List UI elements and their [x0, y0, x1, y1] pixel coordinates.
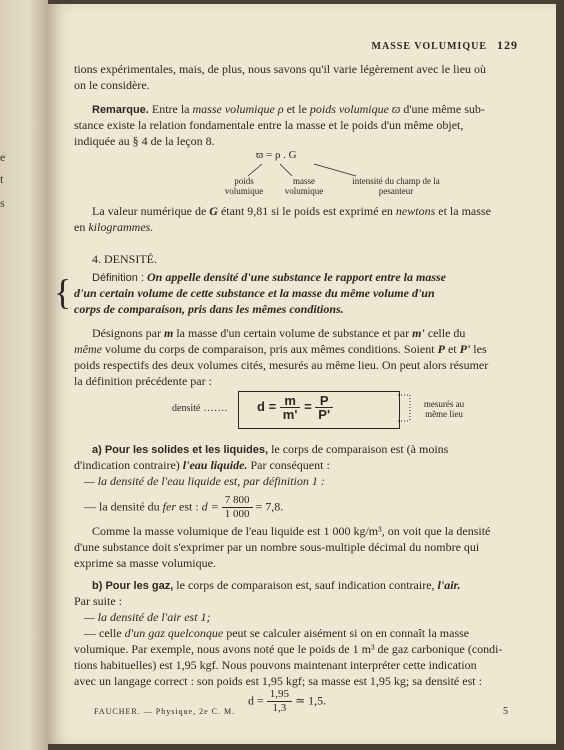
text-line: stance existe la relation fondamentale entre la masse et le poids d'un même objet,: [74, 118, 464, 132]
label-intensite: intensité du champ de la pesanteur: [352, 176, 440, 196]
g-value-line-2: en kilogrammes.: [74, 220, 154, 234]
relation-formula: ϖ = ρ . G: [256, 149, 297, 161]
text-line: tions habituelles) est 1,95 kgf. Nous pouvons maintenant interpréter cette indication: [74, 658, 477, 672]
remarque-line: Remarque. Entre la masse volumique ρ et le poids volumique ϖ d'une même sub-: [92, 102, 485, 116]
text-line: exprime sa masse volumique.: [74, 556, 216, 570]
text-line: volumique. Par exemple, nous avons noté que le poids de 1 m³ de gaz carbonique (condi-: [74, 642, 503, 656]
designons-line-1: Désignons par m la masse d'un certain volume de substance et par m' celle du: [92, 326, 466, 340]
density-formula-box: [238, 391, 400, 429]
fraction-gaz: $\frac{1,95}{1,3}$: [267, 688, 292, 715]
left-margin-fragment: s: [0, 196, 5, 210]
designons-line-2: même volume du corps de comparaison, pris aux mêmes conditions. Soient P et P' les: [74, 342, 487, 356]
label-poids-volumique: poids volumique: [224, 176, 264, 196]
text-line: tions expérimentales, mais, de plus, nous savons qu'il varie légèrement avec le lieu où: [74, 62, 487, 76]
label-masse-volumique: masse volumique: [284, 176, 324, 196]
solides-line-2: d'indication contraire) l'eau liquide. Par conséquent :: [74, 458, 330, 472]
definition-line-2: d'un certain volume de cette substance et la masse du même volume d'un: [74, 286, 435, 300]
sheet-number: 5: [503, 706, 508, 717]
text-line: indiquée au § 4 de la leçon 8.: [74, 134, 215, 148]
book-page: [48, 4, 556, 744]
gaz-line-1: b) Pour les gaz, le corps de comparaison est, sauf indication contraire, l'air.: [92, 578, 461, 592]
text-line: Par suite :: [74, 594, 122, 608]
definition-line-1: Définition : On appelle densité d'une substance le rapport entre la masse: [92, 270, 446, 284]
density-formula: d = $\frac{m}{m'}$ = $\frac{P}{P'}$: [257, 394, 333, 421]
solides-line-1: a) Pour les solides et les liquides, le corps de comparaison est (à moins: [92, 442, 449, 456]
page-header: [372, 38, 518, 53]
gaz-dash-2: — celle d'un gaz quelconque peut se calculer aisément si on en connaît la masse: [84, 626, 470, 640]
text-line: on le considère.: [74, 78, 150, 92]
left-margin-fragment: t: [0, 172, 4, 186]
solides-dash-1: — la densité de l'eau liquide est, par définition 1 :: [84, 474, 325, 488]
left-margin-fragment: e: [0, 150, 6, 164]
box-left-label: densité .......: [172, 403, 229, 414]
g-value-line: La valeur numérique de G étant 9,81 si le poids est exprimé en newtons et la masse: [92, 204, 491, 218]
solides-dash-2: — la densité du fer est : d = $\frac{7 800}{1 000}$ = 7,8.: [84, 494, 284, 520]
left-page-edge: [0, 0, 48, 750]
gaz-fraction-line: d = $\frac{1,95}{1,3}$ ≃ 1,5.: [248, 688, 327, 714]
remarque-label: Remarque.: [92, 104, 149, 116]
gaz-dash-1: — la densité de l'air est 1;: [84, 610, 211, 624]
text-line: poids respectifs des deux volumes cités, mesurés au même lieu. On peut alors résumer: [74, 358, 489, 372]
definition-brace: {: [54, 272, 72, 312]
page-number: 129: [497, 38, 518, 52]
box-right-label: mesurés au même lieu: [423, 399, 465, 419]
page-footer: FAUCHER. — Physique, 2e C. M.: [94, 707, 236, 716]
text-line: avec un langage correct : son poids est 1,95 kgf; sa masse est 1,95 kg; sa densité est :: [74, 674, 482, 688]
text-line: d'une substance doit s'exprimer par un nombre sous-multiple décimal du nombre qui: [74, 540, 480, 554]
fraction-m: $\frac{m}{m'}$: [280, 394, 301, 421]
definition-line-3: corps de comparaison, pris dans les mêmes conditions.: [74, 302, 344, 316]
header-title: MASSE VOLUMIQUE: [371, 41, 487, 52]
section-title: 4. DENSITÉ.: [92, 252, 157, 266]
text-line: la définition précédente par :: [74, 374, 212, 388]
text-line: Comme la masse volumique de l'eau liquide est 1 000 kg/m³, on voit que la densité: [92, 524, 491, 538]
fraction-p: $\frac{P}{P'}$: [315, 394, 333, 421]
fraction-fer: $\frac{7 800}{1 000}$: [222, 494, 253, 521]
